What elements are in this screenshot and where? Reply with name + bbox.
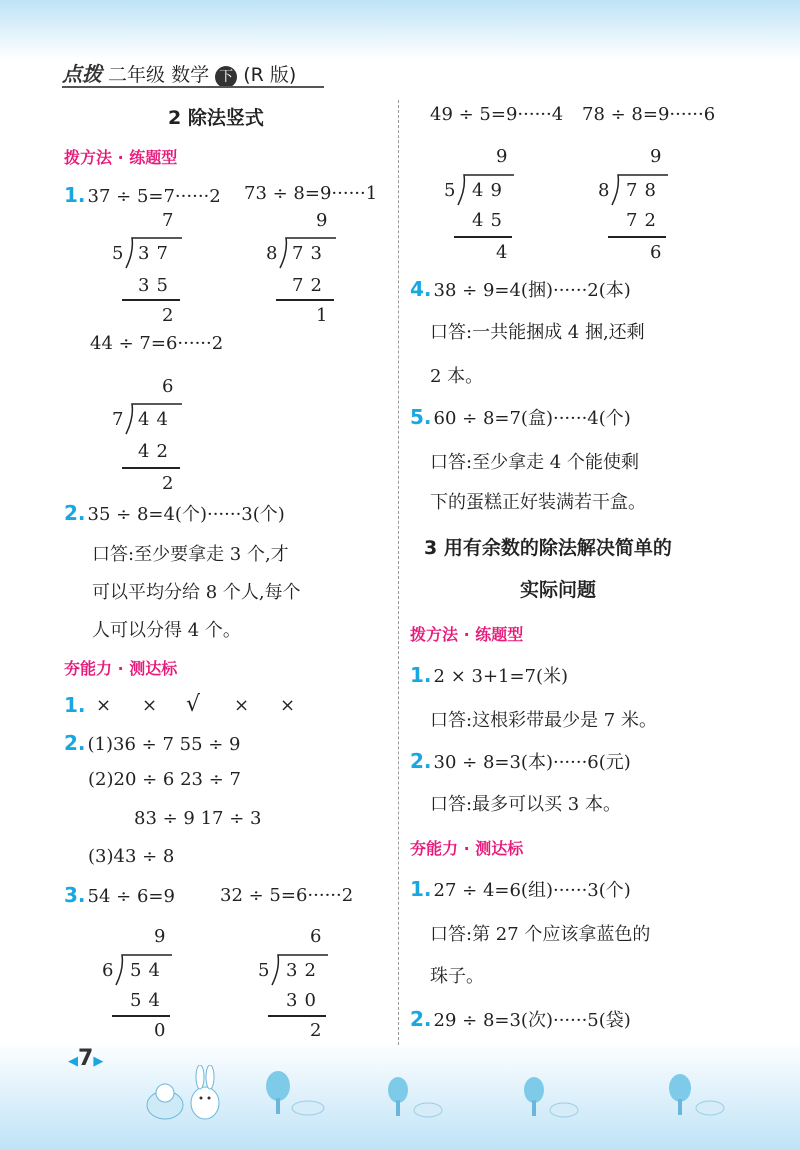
q1-equation-c: 44 ÷ 7=6······2 [90, 333, 224, 354]
s2-line [410, 748, 631, 774]
q4-answer-line1: 口答:一共能捆成 4 捆,还剩 [430, 322, 645, 343]
ld-divisor: 5 [444, 180, 463, 201]
ld-quotient: 9 [154, 926, 173, 947]
q2-line [64, 500, 285, 526]
t3-equation-a: 54 ÷ 6=9 [87, 886, 175, 907]
q2-answer-line2: 可以平均分给 8 个人,每个 [92, 582, 301, 603]
section-title-3-line2: 实际问题 [520, 579, 597, 601]
s2-equation: 30 ÷ 8=3(本)······6(元) [433, 752, 631, 773]
ld-remainder: 0 [154, 1020, 173, 1041]
ld-rule [608, 236, 666, 238]
ld-dividend: 78 [626, 180, 663, 201]
t1-mark: × [142, 695, 158, 716]
ld-product: 72 [292, 275, 329, 296]
t3-number: 3. [64, 883, 86, 907]
s1-equation: 2 × 3+1=7(米) [433, 666, 569, 687]
ld-divisor: 8 [266, 243, 285, 264]
section-title-3-line1: 3 用有余数的除法解决简单的 [424, 537, 672, 559]
ld-dividend: 44 [138, 409, 175, 430]
ld-quotient: 7 [162, 210, 181, 231]
ld-divisor: 6 [102, 960, 121, 981]
tree-icon [664, 1070, 734, 1120]
ld-rule [112, 1015, 170, 1017]
page-number-value: 7 [78, 1046, 94, 1071]
q2-answer-line3: 人可以分得 4 个。 [92, 620, 241, 641]
ld-divisor: 7 [112, 409, 131, 430]
q4-line [410, 276, 631, 302]
s1-answer: 口答:这根彩带最少是 7 米。 [430, 710, 657, 731]
q2-answer-line1: 口答:至少要拿走 3 个,才 [92, 544, 289, 565]
header-underline [62, 86, 324, 88]
ld-dividend: 37 [138, 243, 175, 264]
ld-rule [276, 299, 334, 301]
ld-rule [122, 299, 180, 301]
ld-divisor: 5 [258, 960, 277, 981]
t1-mark: × [280, 695, 296, 716]
header-band [0, 0, 800, 60]
s1-number: 1. [410, 663, 432, 687]
ld-product: 30 [286, 990, 323, 1011]
ld-quotient: 9 [496, 146, 515, 167]
t1-mark: × [234, 695, 250, 716]
ld-remainder: 2 [310, 1020, 329, 1041]
t2-number: 2. [64, 731, 86, 755]
r1-equation-b: 78 ÷ 8=9······6 [582, 104, 716, 125]
ld-dividend: 54 [130, 960, 167, 981]
q2-equation: 35 ÷ 8=4(个)······3(个) [87, 504, 285, 525]
ld-product: 35 [138, 275, 175, 296]
volume-badge: 下 [215, 66, 237, 88]
ld-divisor: 5 [112, 243, 131, 264]
ld-product: 72 [626, 210, 663, 231]
grade-subject: 二年级 数学 [108, 64, 210, 86]
page-header [62, 58, 296, 88]
arrow-right-icon: ▶ [93, 1054, 104, 1069]
ld-remainder: 1 [316, 305, 335, 326]
ld-remainder: 2 [162, 305, 181, 326]
q5-number: 5. [410, 405, 432, 429]
t1-line [64, 693, 88, 717]
ld-rule [454, 236, 512, 238]
ld-quotient: 6 [310, 926, 329, 947]
ld-rule [268, 1015, 326, 1017]
u2-line [410, 1006, 631, 1032]
q5-answer-line1: 口答:至少拿走 4 个能使剩 [430, 452, 639, 473]
ld-dividend: 32 [286, 960, 323, 981]
t3-line [64, 883, 175, 907]
t1-mark: √ [186, 692, 201, 717]
t2-part3: (3)43 ÷ 8 [88, 846, 175, 867]
section-heading-ability-2: 夯能力 · 测达标 [410, 839, 524, 858]
ld-quotient: 6 [162, 376, 181, 397]
bunny-illustration-icon [140, 1065, 230, 1125]
q5-equation: 60 ÷ 8=7(盒)······4(个) [433, 408, 631, 429]
s1-line [410, 662, 568, 688]
edition-label: (R 版) [243, 64, 297, 86]
ld-quotient: 9 [650, 146, 669, 167]
page-number [68, 1046, 103, 1071]
u2-equation: 29 ÷ 8=3(次)······5(袋) [433, 1010, 631, 1031]
u1-answer-line2: 珠子。 [430, 966, 484, 987]
t2-line1 [64, 731, 241, 755]
ld-quotient: 9 [316, 210, 335, 231]
tree-icon [260, 1068, 330, 1118]
t1-number: 1. [64, 693, 86, 717]
q4-number: 4. [410, 277, 432, 301]
t2-part1: (1)36 ÷ 7 55 ÷ 9 [87, 734, 241, 755]
u2-number: 2. [410, 1007, 432, 1031]
column-divider [398, 100, 399, 1045]
s2-answer: 口答:最多可以买 3 本。 [430, 794, 621, 815]
t2-part2: (2)20 ÷ 6 23 ÷ 7 [88, 769, 241, 790]
ld-rule [122, 467, 180, 469]
ld-remainder: 4 [496, 242, 515, 263]
q5-answer-line2: 下的蛋糕正好装满若干盒。 [430, 492, 646, 513]
u1-line [410, 876, 631, 902]
section-title-2: 2 除法竖式 [168, 107, 264, 129]
q1-number: 1. [64, 183, 86, 207]
q5-line [410, 404, 631, 430]
s2-number: 2. [410, 749, 432, 773]
u1-number: 1. [410, 877, 432, 901]
tree-icon [520, 1074, 590, 1122]
arrow-left-icon: ◀ [68, 1054, 78, 1069]
section-heading-method-2: 拨方法 · 练题型 [410, 625, 524, 644]
q1-equation-a: 37 ÷ 5=7······2 [87, 186, 221, 207]
ld-product: 54 [130, 990, 167, 1011]
ld-remainder: 6 [650, 242, 669, 263]
tree-icon [384, 1074, 454, 1122]
ld-divisor: 8 [598, 180, 617, 201]
q1-line [64, 183, 221, 207]
section-heading-ability: 夯能力 · 测达标 [64, 659, 178, 678]
t3-equation-b: 32 ÷ 5=6······2 [220, 885, 354, 906]
q4-answer-line2: 2 本。 [430, 366, 484, 387]
ld-product: 45 [472, 210, 509, 231]
ld-product: 42 [138, 441, 175, 462]
r1-equation-a: 49 ÷ 5=9······4 [430, 104, 564, 125]
ld-dividend: 49 [472, 180, 509, 201]
q1-equation-b: 73 ÷ 8=9······1 [244, 183, 378, 204]
section-heading-method: 拨方法 · 练题型 [64, 148, 178, 167]
q2-number: 2. [64, 501, 86, 525]
u1-equation: 27 ÷ 4=6(组)······3(个) [433, 880, 631, 901]
ld-dividend: 73 [292, 243, 329, 264]
u1-answer-line1: 口答:第 27 个应该拿蓝色的 [430, 924, 651, 945]
ld-remainder: 2 [162, 473, 181, 494]
t2-part2-cont: 83 ÷ 9 17 ÷ 3 [134, 808, 262, 829]
t1-mark: × [96, 695, 112, 716]
brand-logo: 点拨 [62, 62, 102, 86]
q4-equation: 38 ÷ 9=4(捆)······2(本) [433, 280, 631, 301]
